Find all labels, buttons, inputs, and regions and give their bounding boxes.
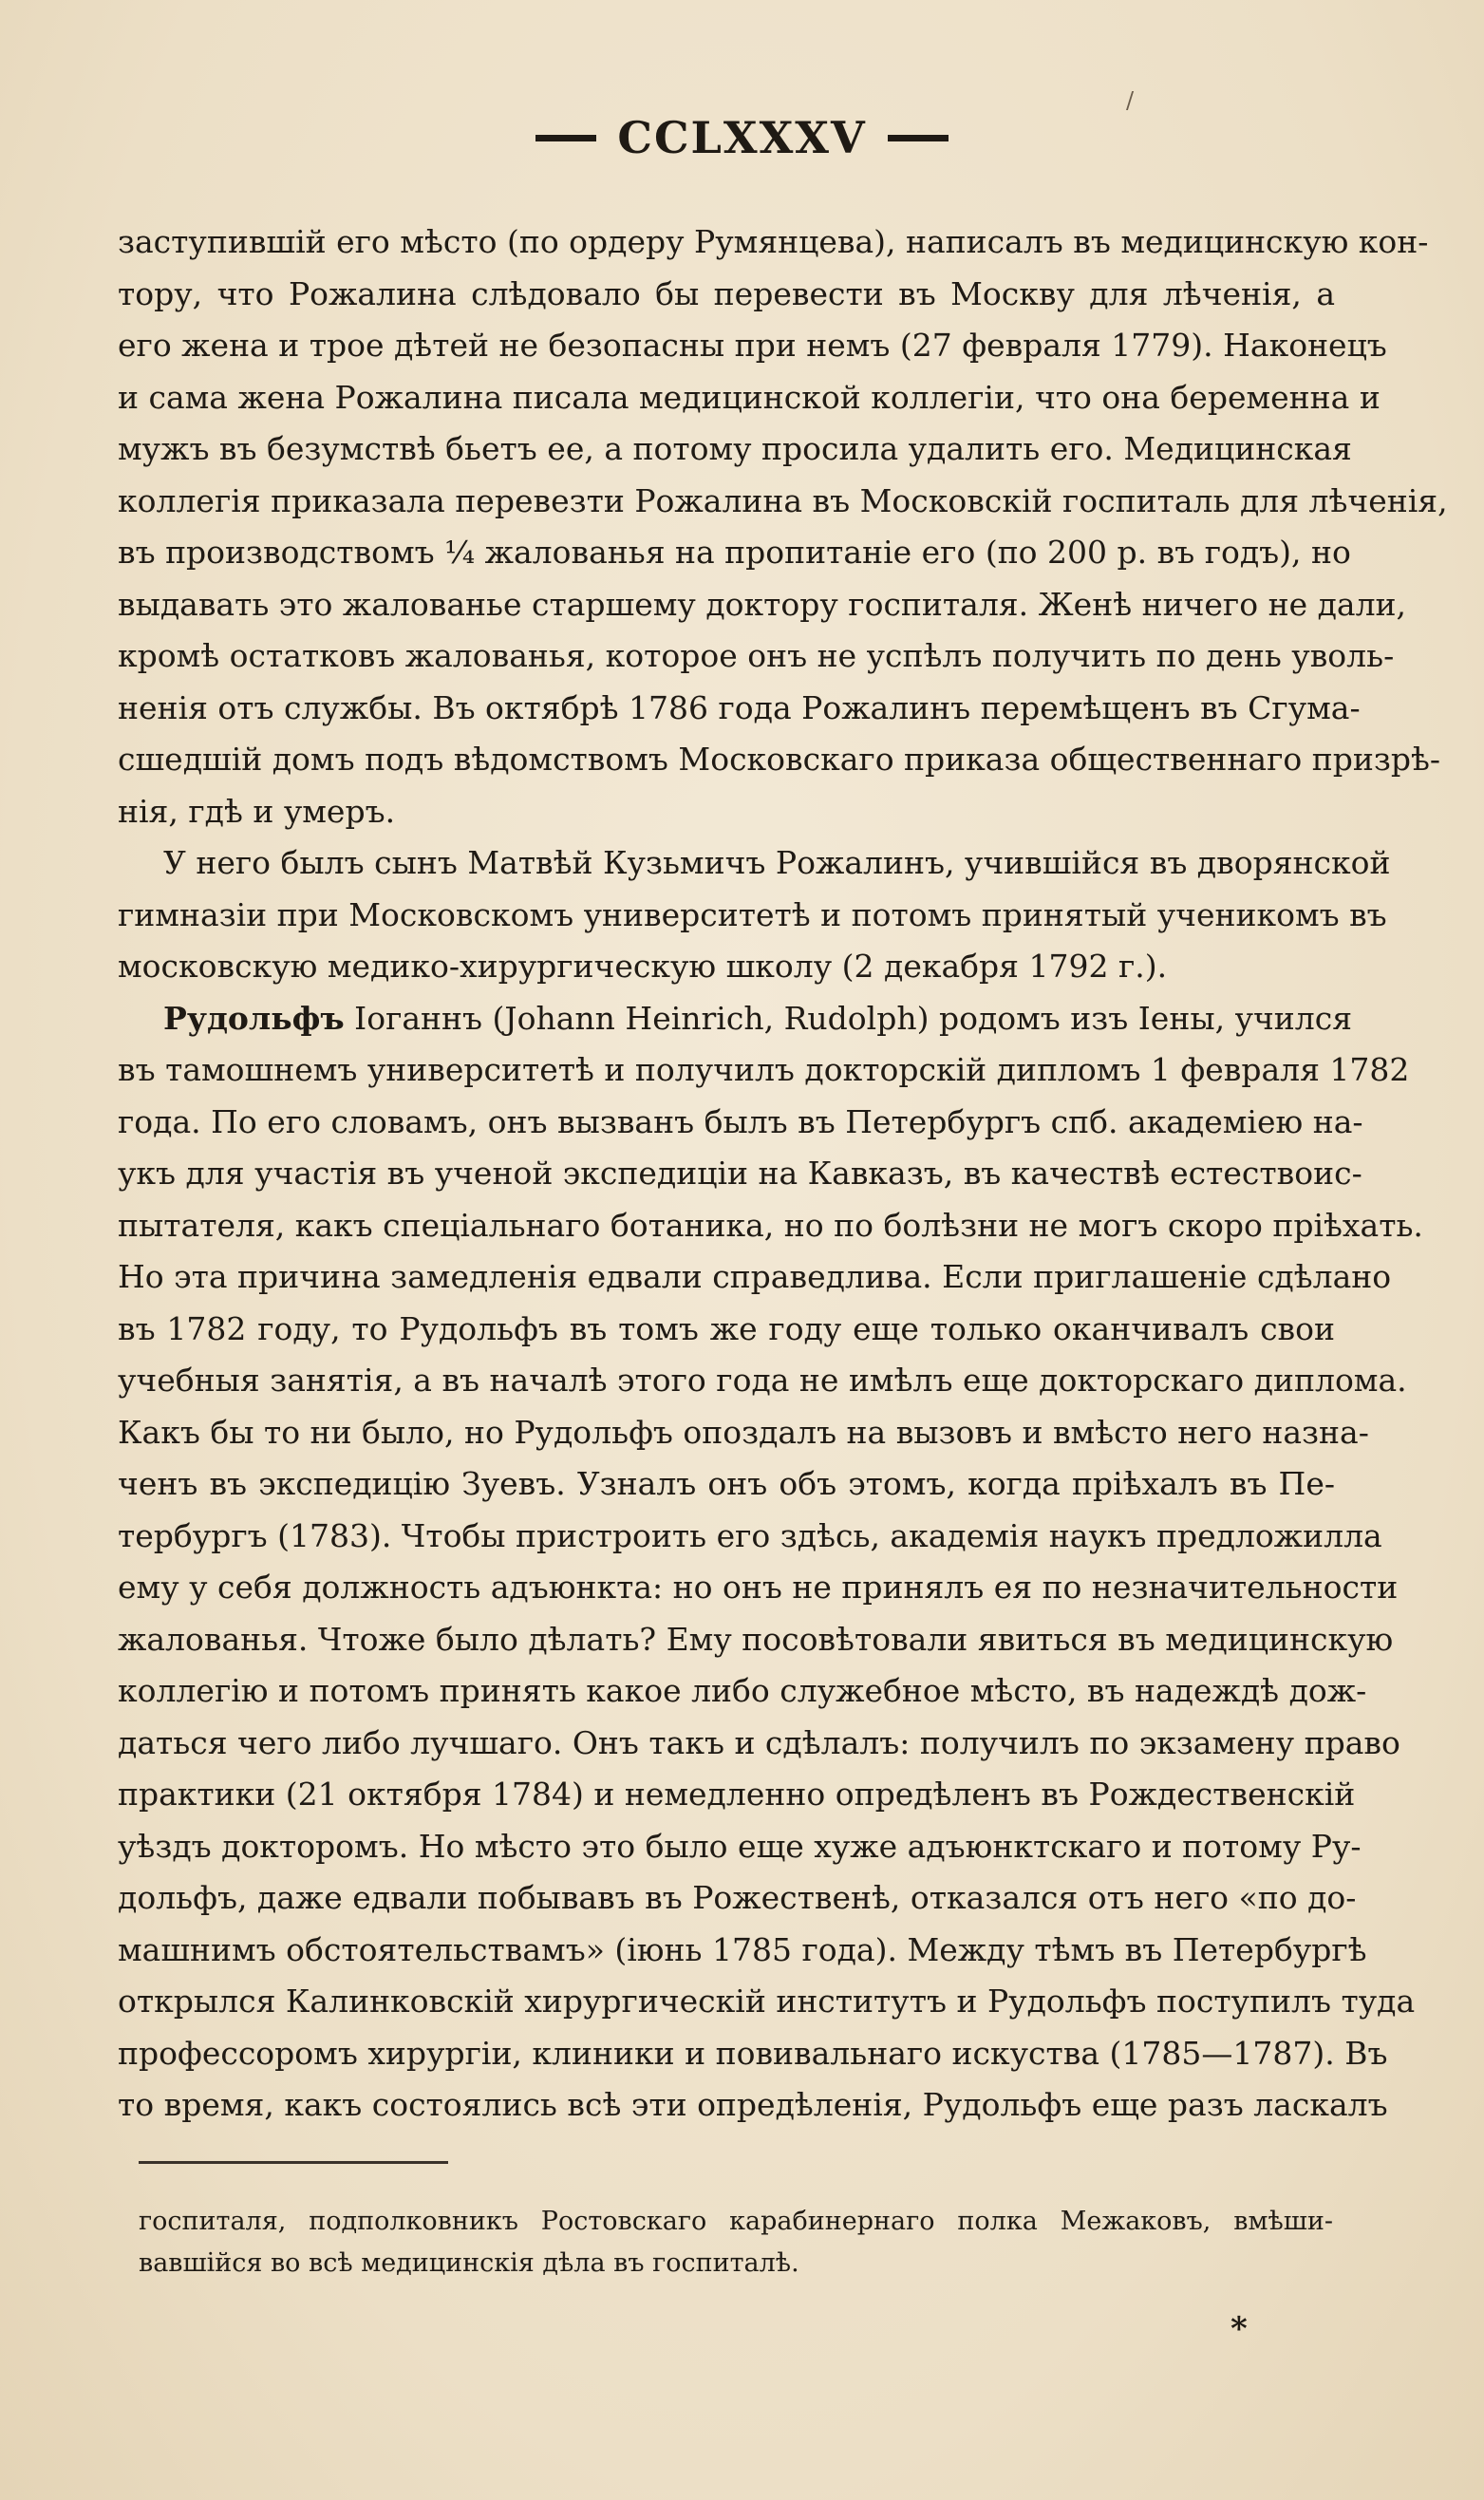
entry-name: Рудольфъ: [163, 999, 345, 1037]
text-line: въ производствомъ ¼ жалованья на пропитаніе его (по 200 р. въ годъ), но: [118, 534, 1351, 571]
text-line: коллегія приказала перевезти Рожалина въ Московскій госпиталь для лѣченія,: [118, 481, 1448, 519]
text-line: его жена и трое дѣтей не безопасны при немъ (27 февраля 1779). Наконецъ: [118, 327, 1387, 364]
text-line: года. По его словамъ, онъ вызванъ былъ въ Петербургъ спб. академіею на-: [118, 1102, 1363, 1140]
text-line: тору, что Рожалина слѣдовало бы перевести въ Москву для лѣченія, а: [118, 274, 1335, 312]
header-dash-right: [888, 135, 949, 141]
text-line: ченъ въ экспедицію Зуевъ. Узналъ онъ объ этомъ, когда пріѣхалъ въ Пе-: [118, 1465, 1335, 1502]
text-line: ему у себя должность адъюнкта: но онъ не принялъ ея по незначительности: [118, 1569, 1399, 1606]
text-line: даться чего либо лучшаго. Онъ такъ и сдѣлалъ: получилъ по экзамену право: [118, 1723, 1400, 1761]
text-line: нія, гдѣ и умеръ.: [118, 792, 396, 830]
text-line: то время, какъ состоялись всѣ эти опредѣленія, Рудольфъ еще разъ ласкалъ: [118, 2086, 1388, 2123]
text-line: ненія отъ службы. Въ октябрѣ 1786 года Рожалинъ перемѣщенъ въ Сгума-: [118, 688, 1361, 726]
text-line: и сама жена Рожалина писала медицинской коллегіи, что она беременна и: [118, 378, 1381, 416]
text-line: практики (21 октября 1784) и немедленно опредѣленъ въ Рождественскій: [118, 1776, 1356, 1813]
text-line: учебныя занятія, а въ началѣ этого года не имѣлъ еще докторскаго диплома.: [118, 1362, 1407, 1399]
header-dash-left: [535, 135, 596, 141]
corner-pen-mark: /: [1126, 87, 1135, 114]
text-line: машнимъ обстоятельствамъ» (іюнь 1785 года). Между тѣмъ въ Петербургѣ: [118, 1930, 1367, 1968]
text-line: кромѣ остатковъ жалованья, которое онъ не успѣлъ получить по день уволь-: [118, 637, 1395, 674]
text-line: въ тамошнемъ университетѣ и получилъ докторскій дипломъ 1 февраля 1782: [118, 1051, 1410, 1088]
text-line: гимназіи при Московскомъ университетѣ и потомъ принятый ученикомъ въ: [118, 895, 1387, 933]
text-line: тербургъ (1783). Чтобы пристроить его здѣсь, академія наукъ предложилла: [118, 1516, 1382, 1554]
text-line: московскую медико-хирургическую школу (2 декабря 1792 г.).: [118, 948, 1168, 985]
text-line: Но эта причина замедленія едвали справедлива. Если приглашеніе сдѣлано: [118, 1258, 1392, 1295]
text-line: сшедшій домъ подъ вѣдомствомъ Московскаго приказа общественнаго призрѣ-: [118, 741, 1441, 778]
text-line: мужъ въ безумствѣ бьетъ ее, а потому просила удалить его. Медицинская: [118, 430, 1352, 467]
footnote-divider: [139, 2161, 448, 2164]
text-line: укъ для участія въ ученой экспедиціи на Кавказъ, въ качествѣ естествоис-: [118, 1155, 1362, 1192]
text-line: въ 1782 году, то Рудольфъ въ томъ же году еще только оканчивалъ свои: [118, 1309, 1335, 1347]
text-line: жалованья. Чтоже было дѣлать? Ему посовѣтовали явиться въ медицинскую: [118, 1620, 1394, 1658]
text-line: уѣздъ докторомъ. Но мѣсто это было еще хуже адъюнктскаго и потому Ру-: [118, 1827, 1362, 1865]
footnote-line: вавшійся во всѣ медицинскія дѣла въ госпиталѣ.: [139, 2248, 799, 2278]
text-line: дольфъ, даже едвали побывавъ въ Рожественѣ, отказался отъ него «по до-: [118, 1879, 1357, 1916]
page-header: [0, 112, 1484, 163]
text-line: Какъ бы то ни было, но Рудольфъ опоздалъ на вызовъ и вмѣсто него назна-: [118, 1413, 1369, 1451]
text-line: открылся Калинковскій хирургическій институтъ и Рудольфъ поступилъ туда: [118, 1983, 1416, 2020]
text-line: пытателя, какъ спеціальнаго ботаника, но по болѣзни не могъ скоро пріѣхать.: [118, 1206, 1423, 1244]
text-line: коллегію и потомъ принять какое либо служебное мѣсто, въ надеждѣ дож-: [118, 1672, 1367, 1709]
entry-heading-rest: Іоганнъ (Johann Heinrich, Rudolph) родомъ изъ Іены, учился: [344, 999, 1353, 1037]
text-line: У него былъ сынъ Матвѣй Кузьмичъ Рожалинъ, учившійся въ дворянской: [163, 844, 1391, 881]
page-number: CCLXXXV: [617, 112, 867, 163]
footnotes: [139, 2201, 1333, 2284]
text-line: выдавать это жалованье старшему доктору госпиталя. Женѣ ничего не дали,: [118, 585, 1407, 623]
body-text: [118, 216, 1448, 2132]
text-line: профессоромъ хирургіи, клиники и повивальнаго искуства (1785—1787). Въ: [118, 2034, 1388, 2072]
entry-heading-line: [118, 993, 1353, 1045]
text-line: заступившій его мѣсто (по ордеру Румянцева), написалъ въ медицинскую кон-: [118, 223, 1429, 260]
footnote-line: госпиталя, подполковникъ Ростовскаго карабинернаго полка Межаковъ, вмѣши-: [139, 2207, 1333, 2236]
signature-mark: *: [1230, 2310, 1248, 2348]
